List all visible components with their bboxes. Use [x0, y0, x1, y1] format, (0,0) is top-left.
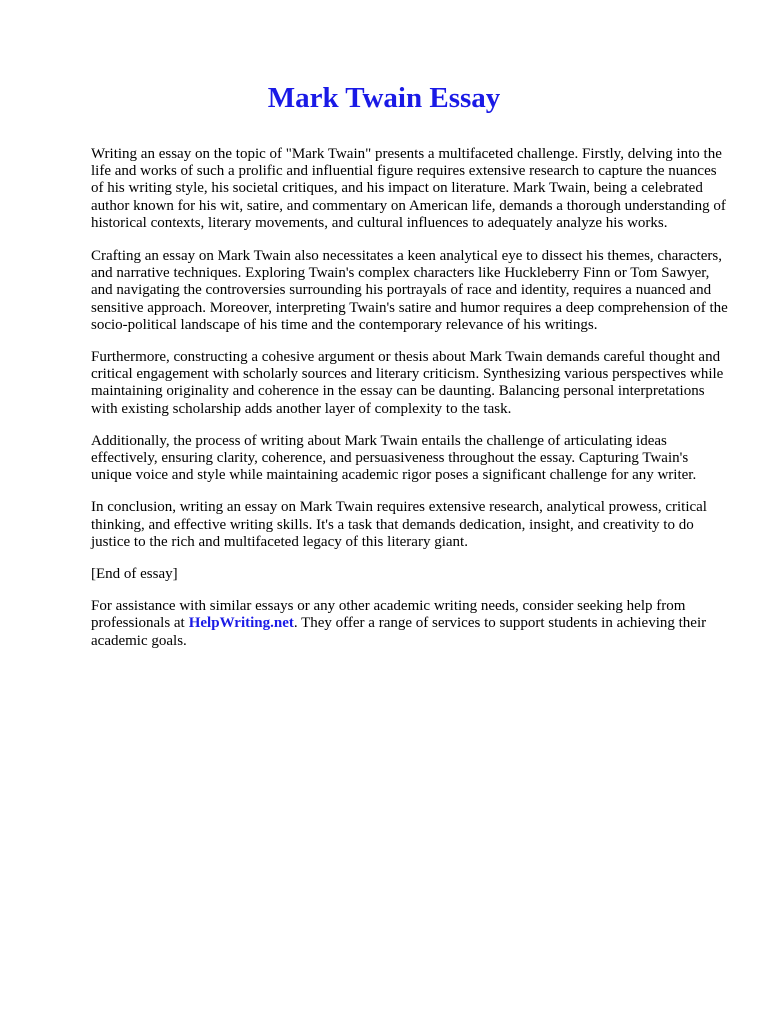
end-of-essay-note: [End of essay]	[91, 566, 178, 583]
essay-body	[91, 146, 731, 665]
closing-text-after-link: . They offer a range of services to support students in achieving their academic goals.	[91, 615, 707, 649]
paragraph-intro: Writing an essay on the topic of "Mark Twain" presents a multifaceted challenge. Firstly, delving into the life and works of such a prolific and influential figure requires extensive research to capture the nuances of his writing style, his societal critiques, and his impact on literature. Mark Twain, being a celebrated author known for his wit, satire, and commentary on American life, demands a thorough understanding of historical contexts, literary movements, and cultural influences to adequately analyze his works.	[91, 146, 726, 231]
paragraph-conclusion: In conclusion, writing an essay on Mark Twain requires extensive research, analytical prowess, critical thinking, and effective writing skills. It's a task that demands dedication, insight, and creativity to do justice to the rich and multifaceted legacy of this literary giant.	[91, 499, 707, 550]
paragraph-argument: Furthermore, constructing a cohesive argument or thesis about Mark Twain demands careful thought and critical engagement with scholarly sources and literary criticism. Synthesizing various perspectives while maintaining originality and coherence in the essay can be daunting. Balancing personal interpretations with existing scholarship adds another layer of complexity to the task.	[91, 349, 724, 417]
helpwriting-link[interactable]: HelpWriting.net	[188, 615, 294, 632]
paragraph-articulation: Additionally, the process of writing about Mark Twain entails the challenge of articulating ideas effectively, ensuring clarity, coherence, and persuasiveness throughout the essay. Capturing Twain's unique voice and style while maintaining academic rigor poses a significant challenge for any writer.	[91, 432, 697, 484]
closing-text-before-link: For assistance with similar essays or any other academic writing needs, consider seeking help from professionals at	[91, 598, 686, 632]
closing-paragraph	[91, 598, 731, 650]
paragraph-analysis: Crafting an essay on Mark Twain also necessitates a keen analytical eye to dissect his themes, characters, and narrative techniques. Exploring Twain's complex characters like Huckleberry Finn or Tom Sawyer, and navigating the controversies surrounding his portrayals of race and identity, requires a nuanced and sensitive approach. Moreover, interpreting Twain's satire and humor requires a deep comprehension of the socio-political landscape of his time and the contemporary relevance of his writings.	[91, 248, 728, 333]
page-title: Mark Twain Essay	[267, 82, 501, 114]
